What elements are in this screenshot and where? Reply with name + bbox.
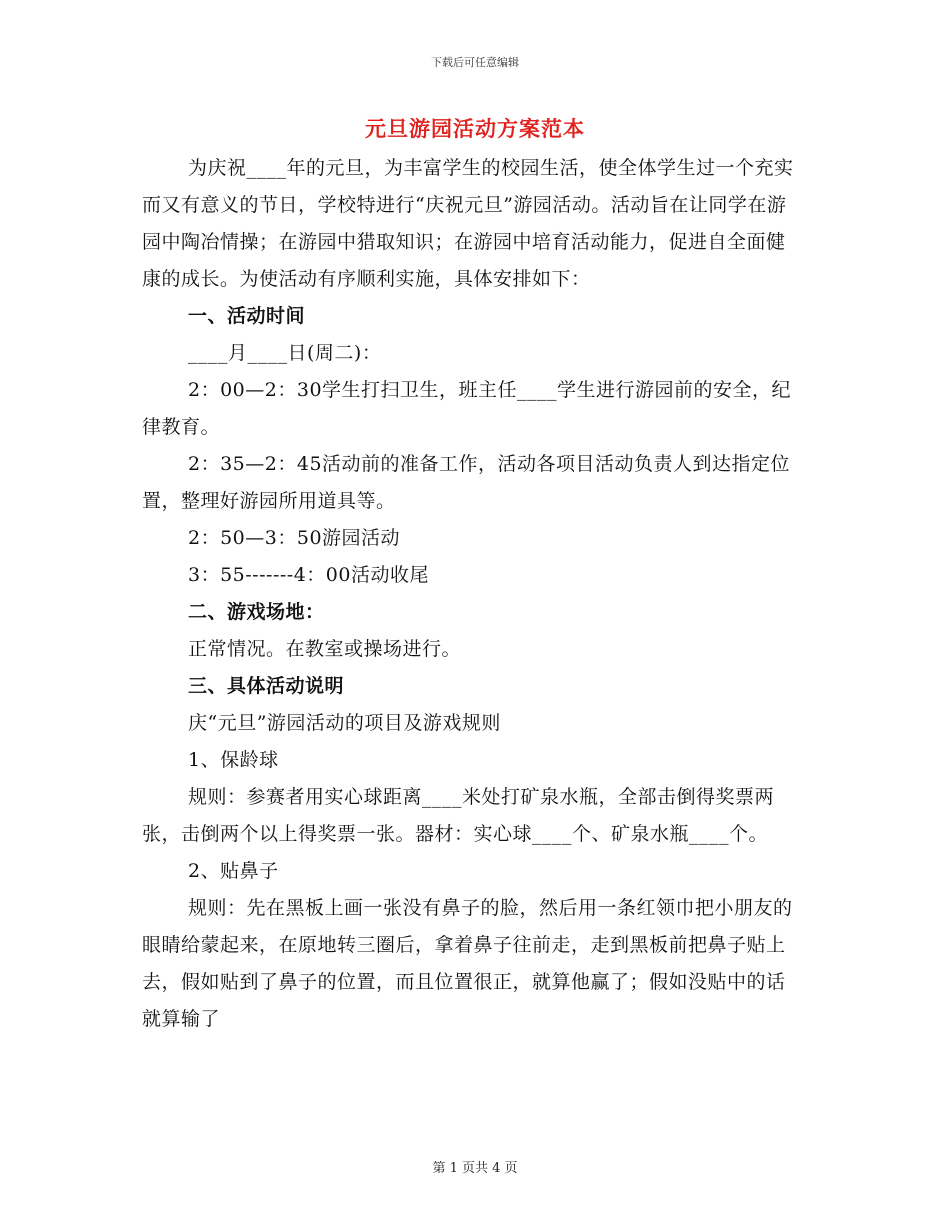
intro-paragraph: 为庆祝____年的元旦，为丰富学生的校园生活，使全体学生过一个充实而又有意义的节日，学校特进行“庆祝元旦”游园活动。活动旨在让同学在游园中陶冶情操；在游园中猎取知识；在游园中培育活动能力，促进自全面健康的成长。为使活动有序顺利实施，具体安排如下：: [142, 157, 794, 290]
schedule-item: 2：00—2：30学生打扫卫生，班主任____学生进行游园前的安全，纪律教育。: [142, 379, 792, 438]
section-heading-activities: 三、具体活动说明: [188, 675, 345, 697]
game-title: 1、保龄球: [188, 749, 279, 771]
page-footer: 第 1 页共 4 页: [432, 1161, 518, 1176]
schedule-item: 3：55-------4：00活动收尾: [188, 564, 429, 586]
game-rules: 规则：先在黑板上画一张没有鼻子的脸，然后用一条红领巾把小朋友的眼睛给蒙起来，在原地转三圈后，拿着鼻子往前走，走到黑板前把鼻子贴上去，假如贴到了鼻子的位置，而且位置很正，就算他赢了；假如没贴中的话就算输了: [142, 897, 793, 1030]
venue-text: 正常情况。在教室或操场进行。: [188, 638, 462, 660]
page-header: 下载后可任意编辑: [431, 56, 519, 69]
section-heading-venue: 二、游戏场地：: [188, 601, 325, 623]
game-rules: 规则：参赛者用实心球距离____米处打矿泉水瓶，全部击倒得奖票两张，击倒两个以上得奖票一张。器材：实心球____个、矿泉水瓶____个。: [142, 786, 775, 845]
activities-intro: 庆“元旦”游园活动的项目及游戏规则: [188, 712, 501, 734]
document-body: [142, 150, 802, 1038]
schedule-item: 2：50—3：50游园活动: [188, 527, 401, 549]
document-title: 元旦游园活动方案范本: [365, 116, 585, 141]
section-heading-time: 一、活动时间: [188, 305, 306, 327]
schedule-item: 2：35—2：45活动前的准备工作，活动各项目活动负责人到达指定位置，整理好游园所用道具等。: [142, 453, 791, 512]
game-title: 2、贴鼻子: [188, 860, 279, 882]
activity-date: ____月____日(周二)：: [188, 342, 382, 364]
